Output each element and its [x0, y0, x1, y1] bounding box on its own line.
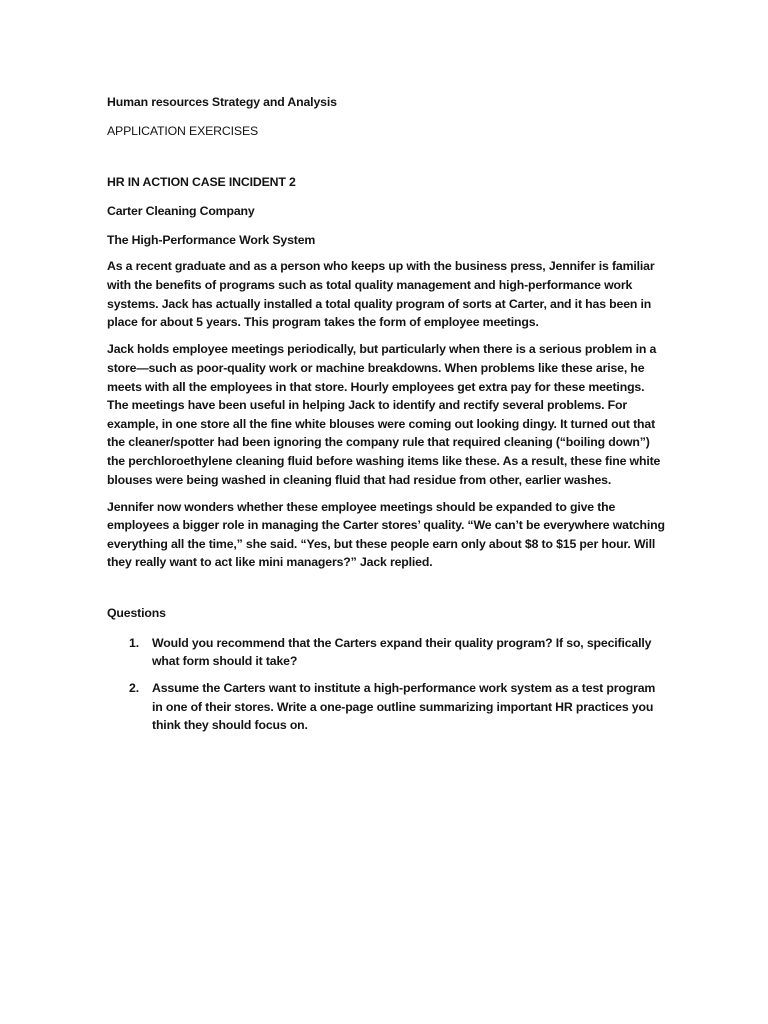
case-paragraph-1: As a recent graduate and as a person who keeps up with the business press, Jennifer is familiar with the benefits of programs such as total quality management and high-performance work systems. Jack has actually installed a total quality program of sorts at Carter, and it has been in place for about 5 years. This program takes the form of employee meetings. [107, 259, 655, 330]
case-paragraph-3: Jennifer now wonders whether these employee meetings should be expanded to give the employees a bigger role in managing the Carter stores’ quality. “We can’t be everywhere watching everything all the time,” she said. “Yes, but these people earn only about $8 to $15 per hour. Will they really want to act like mini managers?” Jack replied. [107, 499, 665, 570]
company-name: Carter Cleaning Company [107, 203, 255, 218]
questions-list [107, 634, 668, 735]
question-text: Assume the Carters want to institute a high-performance work system as a test program in one of their stores. Write a one-page outline summarizing important HR practices you think they should focus on. [152, 681, 656, 733]
question-item [107, 679, 668, 735]
section-label: APPLICATION EXERCISES [107, 124, 259, 139]
case-paragraph-2: Jack holds employee meetings periodically, but particularly when there is a serious problem in a store—such as poor-quality work or machine breakdowns. When problems like these arise, he meets with all the employees in that store. Hourly employees get extra pay for these meetings. The meetings have been useful in helping Jack to identify and rectify several problems. For example, in one store all the fine white blouses were coming out looking dingy. It turned out that the cleaner/spotter had been ignoring the company rule that required cleaning (“boiling down”) the perchloroethylene cleaning fluid before washing items like these. As a result, these fine white blouses were being washed in cleaning fluid that had residue from other, earlier washes. [107, 342, 661, 487]
question-number: 1. [129, 635, 139, 650]
question-number: 2. [129, 681, 139, 696]
case-incident-label: HR IN ACTION CASE INCIDENT 2 [107, 174, 296, 189]
questions-heading: Questions [107, 605, 166, 620]
question-item [107, 634, 668, 671]
case-title: The High-Performance Work System [107, 232, 316, 247]
question-text: Would you recommend that the Carters expand their quality program? If so, specifically what form should it take? [152, 635, 652, 669]
subject-title: Human resources Strategy and Analysis [107, 95, 337, 109]
